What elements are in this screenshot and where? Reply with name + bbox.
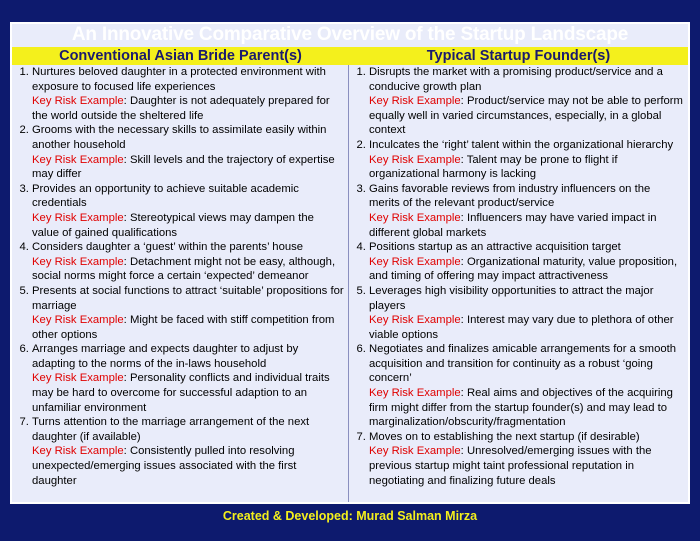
risk-text: : Consistently pulled into resolving unexpected/emerging issues associated with the first daughter <box>32 445 297 487</box>
item-text: Considers daughter a ‘guest’ within the parents’ house <box>32 241 304 254</box>
risk-label: Key Risk Example <box>32 314 124 327</box>
item-text: Moves on to establishing the next startup (if desirable) <box>369 430 640 443</box>
list-item <box>369 284 684 342</box>
risk-text: : Stereotypical views may dampen the value of gained qualifications <box>32 211 314 239</box>
item-text: Presents at social functions to attract ‘suitable’ propositions for marriage <box>32 284 344 312</box>
risk-text: : Daughter is not adequately prepared for the world outside the sheltered life <box>32 95 330 122</box>
page-title: An Innovative Comparative Overview of the Startup Landscape <box>71 24 629 45</box>
item-text: Grooms with the necessary skills to assimilate easily within another household <box>32 124 327 151</box>
risk-text: : Unresolved/emerging issues with the previous startup might taint professional reputation in negotiating and finalizing future deals <box>369 445 652 487</box>
risk-label: Key Risk Example <box>369 445 461 458</box>
list-item <box>32 284 344 342</box>
right-column-header: Typical Startup Founder(s) <box>349 47 688 65</box>
item-text: Disrupts the market with a promising product/service and a conducive growth plan <box>369 66 663 93</box>
left-column <box>12 65 349 502</box>
item-text: Positions startup as an attractive acquisition target <box>369 241 621 254</box>
risk-text: : Skill levels and the trajectory of expertise may differ <box>32 153 335 181</box>
list-item <box>32 415 344 488</box>
risk-text: : Product/service may not be able to perform equally well in varied circumstances, especially, in a global context <box>369 95 683 137</box>
risk-label: Key Risk Example <box>32 445 124 458</box>
list-item <box>32 240 344 284</box>
right-list <box>349 65 684 488</box>
list-item <box>369 342 684 430</box>
risk-text: : Might be faced with stiff competition from other options <box>32 314 335 341</box>
list-item <box>32 182 344 240</box>
item-text: Provides an opportunity to achieve suitable academic credentials <box>32 182 299 210</box>
risk-label: Key Risk Example <box>369 314 461 327</box>
item-text: Negotiates and finalizes amicable arrangements for a smooth acquisition and transition for continuity as a robust ‘going concern’ <box>369 343 677 385</box>
list-item <box>32 123 344 181</box>
risk-label: Key Risk Example <box>32 255 124 268</box>
list-item <box>369 182 684 240</box>
risk-text: : Talent may be prone to flight if organizational harmony is lacking <box>369 153 618 181</box>
list-item <box>32 65 344 123</box>
right-column <box>349 65 688 502</box>
left-list <box>12 65 344 488</box>
risk-text: : Organizational maturity, value proposition, and timing of offering may impact attractiveness <box>369 255 678 283</box>
risk-label: Key Risk Example <box>369 211 461 224</box>
credit-footer: Created & Developed: Murad Salman Mirza <box>222 509 478 523</box>
risk-label: Key Risk Example <box>32 211 124 224</box>
list-item <box>369 138 684 182</box>
item-text: Arranges marriage and expects daughter to adjust by adapting to the norms of the in-laws household <box>32 343 299 370</box>
risk-text: : Influencers may have varied impact in different global markets <box>369 211 657 239</box>
risk-label: Key Risk Example <box>32 153 124 166</box>
risk-text: : Real aims and objectives of the acquiring firm might differ from the startup founder(s) and may lead to marginalization/obscurity/fragmentation <box>369 387 673 429</box>
item-text: Leverages high visibility opportunities to attract the major players <box>369 284 654 312</box>
risk-label: Key Risk Example <box>369 153 461 166</box>
risk-label: Key Risk Example <box>32 372 124 385</box>
item-text: Inculcates the ‘right’ talent within the organizational hierarchy <box>369 138 674 151</box>
left-column-header: Conventional Asian Bride Parent(s) <box>12 47 349 65</box>
risk-label: Key Risk Example <box>369 95 461 108</box>
item-text: Nurtures beloved daughter in a protected environment with exposure to focused life experiences <box>32 66 326 93</box>
risk-text: : Personality conflicts and individual traits may be hard to overcome for successful adaption to an unfamiliar environment <box>32 372 330 414</box>
risk-text: : Detachment might not be easy, although, social norms might force a certain ‘expected’ demeanor <box>32 255 336 283</box>
risk-text: : Interest may vary due to plethora of other viable options <box>369 314 674 341</box>
item-text: Gains favorable reviews from industry influencers on the merits of the relevant product/service <box>369 182 651 210</box>
list-item <box>369 65 684 138</box>
list-item <box>32 342 344 415</box>
list-item <box>369 430 684 488</box>
item-text: Turns attention to the marriage arrangement of the next daughter (if available) <box>32 416 310 443</box>
risk-label: Key Risk Example <box>369 255 461 268</box>
risk-label: Key Risk Example <box>32 95 124 108</box>
list-item <box>369 240 684 284</box>
risk-label: Key Risk Example <box>369 387 461 400</box>
